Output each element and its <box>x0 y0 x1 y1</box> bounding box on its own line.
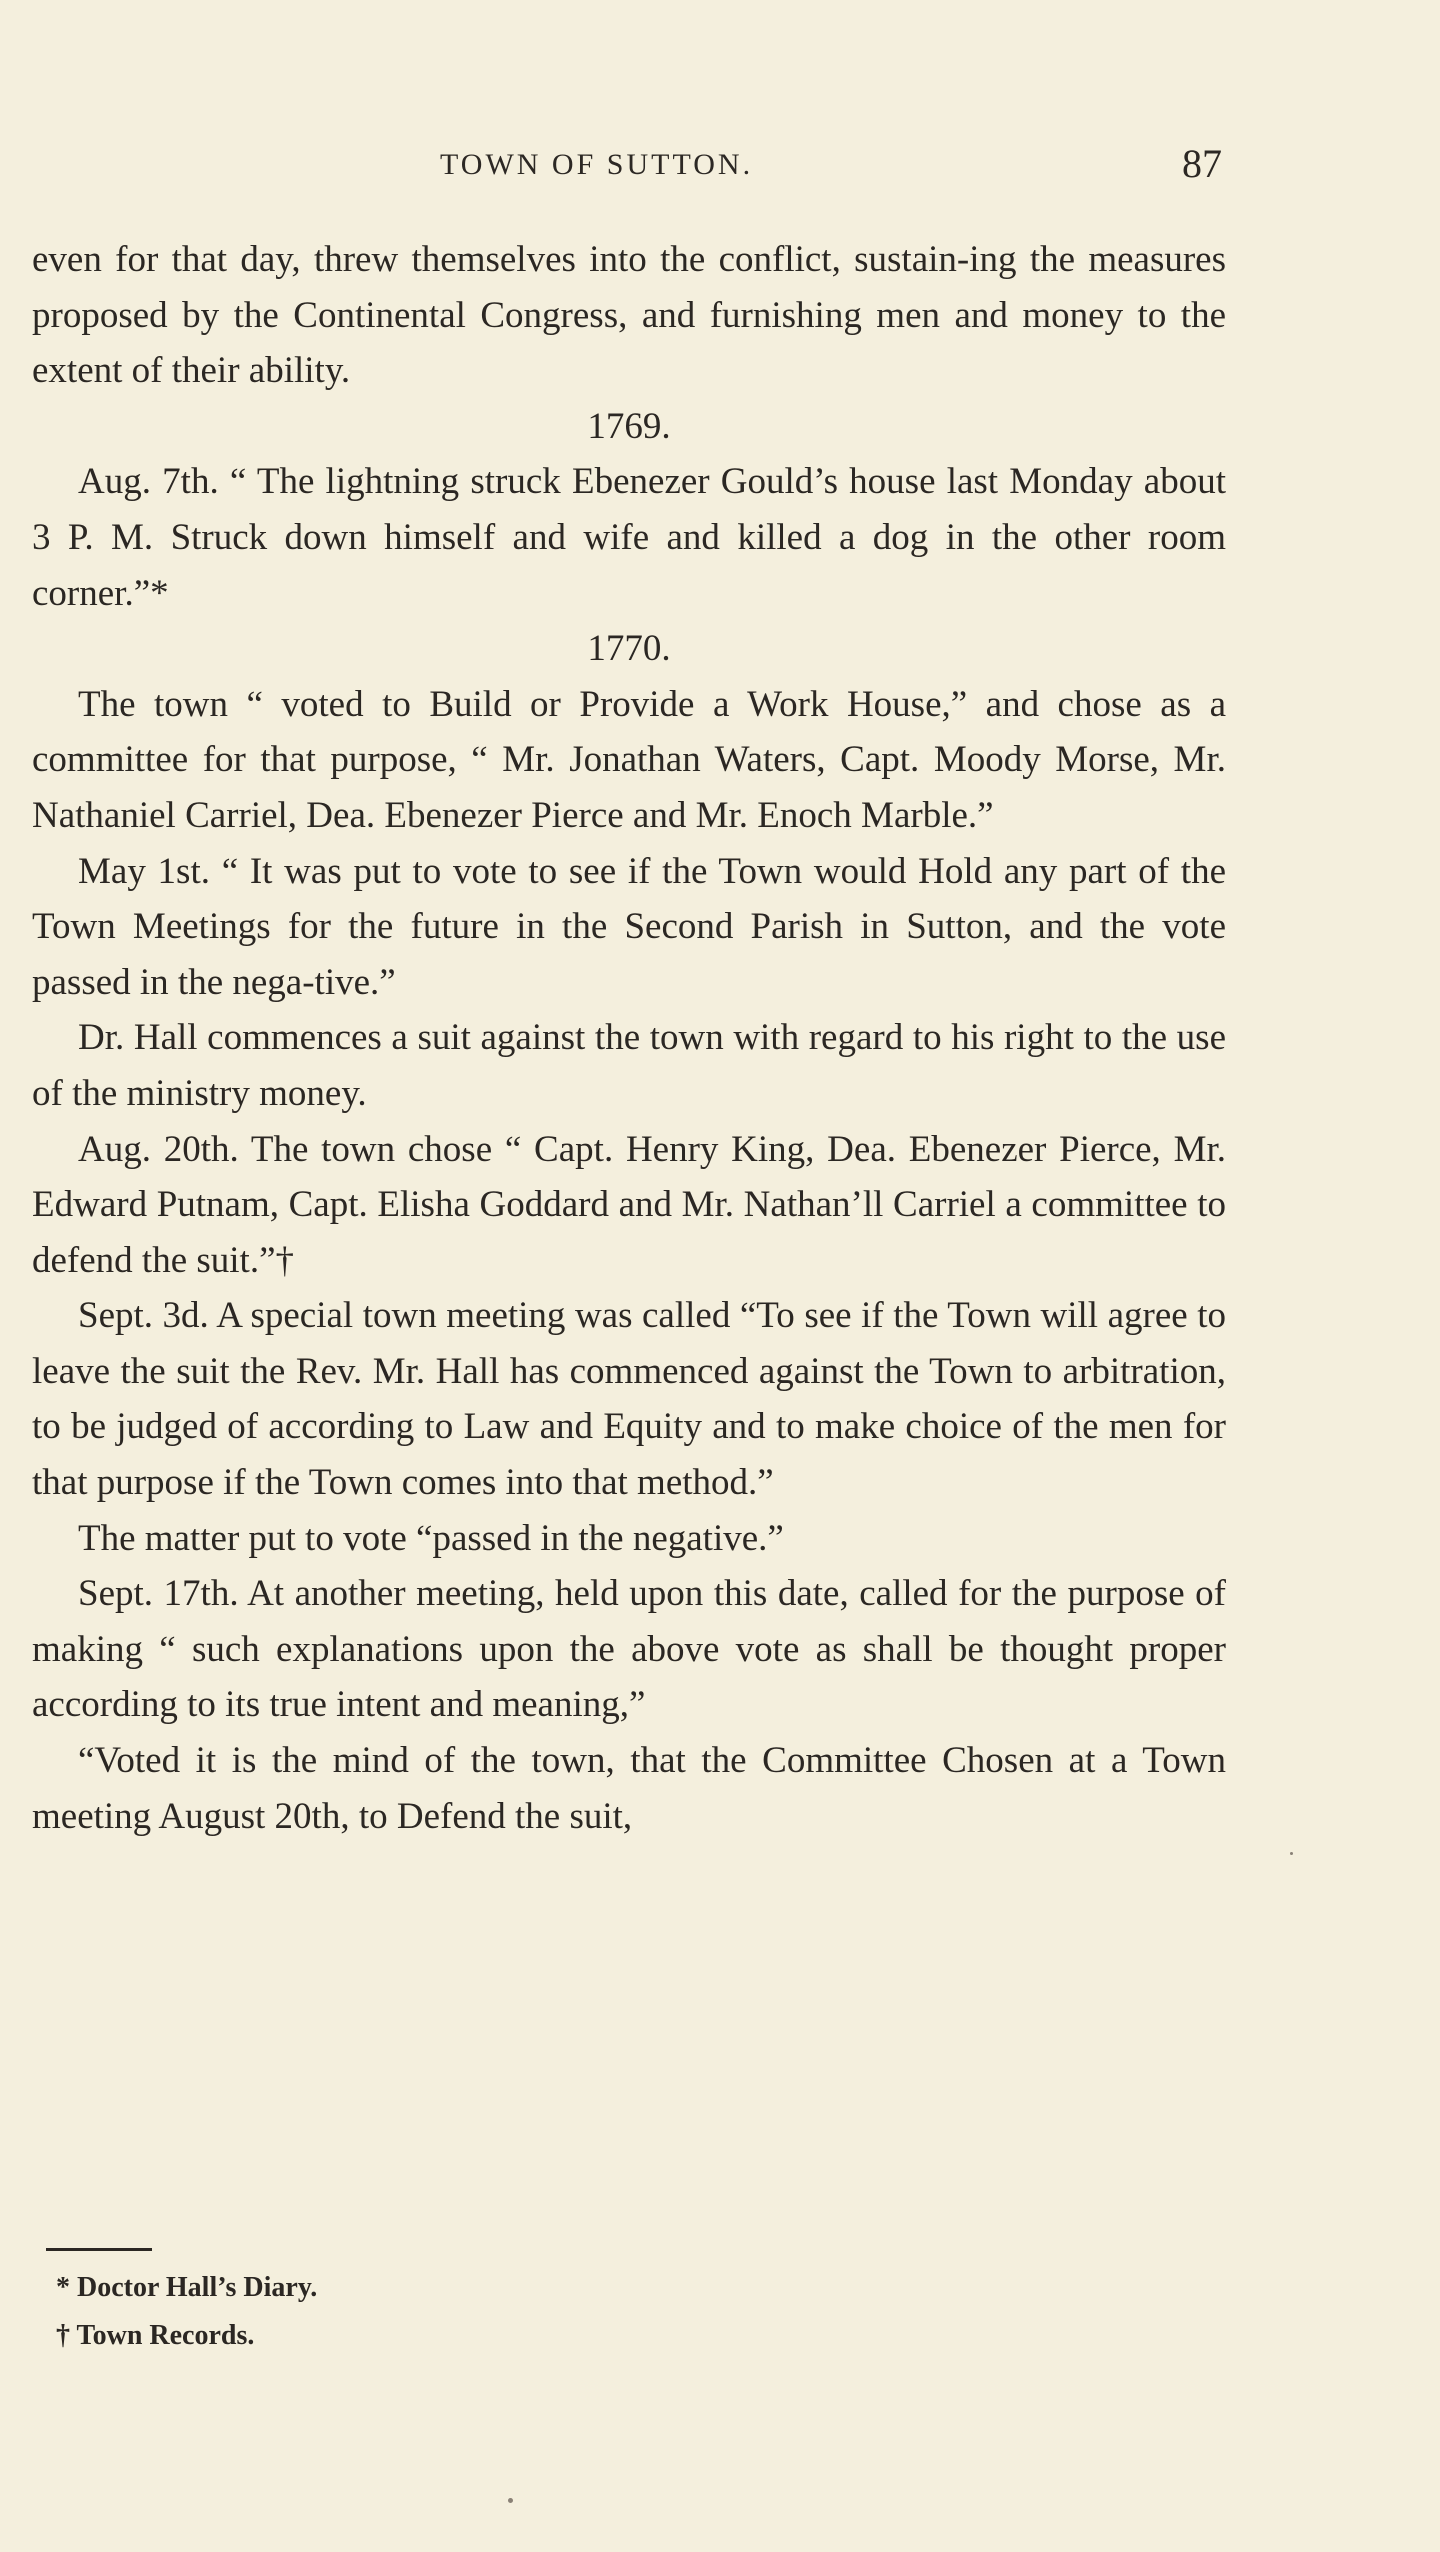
paragraph-aug-20th: Aug. 20th. The town chose “ Capt. Henry King, Dea. Ebenezer Pierce, Mr. Edward Putnam, Capt. Elisha Goddard and Mr. Nathan’ll Carriel a committee to defend the suit.”† <box>32 1128 1226 1281</box>
paragraph-aug-1769: Aug. 7th. “ The lightning struck Ebenezer Gould’s house last Monday about 3 P. M. Struck down himself and wife and killed a dog in the other room corner.”* <box>32 461 1226 614</box>
paragraph-dr-hall: Dr. Hall commences a suit against the town with regard to his right to the use of the ministry money. <box>32 1017 1226 1114</box>
paragraph-voted: “Voted it is the mind of the town, that the Committee Chosen at a Town meeting August 20th, to Defend the suit, <box>32 1740 1226 1837</box>
running-head <box>0 141 1440 188</box>
footnote-star: * Doctor Hall’s Diary. <box>56 2272 318 2303</box>
paragraph-sept-17th: Sept. 17th. At another meeting, held upon this date, called for the purpose of making “ such explanations upon the above vote as shall be thought proper according to its true intent and meaning,” <box>32 1573 1226 1726</box>
year-heading-1769: 1769. <box>587 405 671 447</box>
year-heading-1770: 1770. <box>587 628 671 670</box>
paper-speck <box>508 2498 513 2503</box>
paragraph-matter-put: The matter put to vote “passed in the negative.” <box>78 1517 784 1559</box>
footnote-rule <box>46 2248 152 2251</box>
paper-speck <box>1290 1852 1293 1855</box>
paragraph-sept-3d: Sept. 3d. A special town meeting was called “To see if the Town will agree to leave the suit the Rev. Mr. Hall has commenced against the Town to arbitration, to be judged of according to Law and Equity and to make choice of the men for that purpose if the Town comes into that method.” <box>32 1295 1226 1504</box>
paragraph-work-house: The town “ voted to Build or Provide a Work House,” and chose as a committee for that purpose, “ Mr. Jonathan Waters, Capt. Moody Morse, Mr. Nathaniel Carriel, Dea. Ebenezer Pierce and Mr. Enoch Marble.” <box>32 683 1226 836</box>
paragraph-may-1st: May 1st. “ It was put to vote to see if the Town would Hold any part of the Town Meetings for the future in the Second Parish in Sutton, and the vote passed in the nega-tive.” <box>32 850 1226 1003</box>
page-number: 87 <box>1182 141 1222 186</box>
paragraph-opening: even for that day, threw themselves into the conflict, sustain-ing the measures proposed by the Continental Congress, and furnishing men and money to the extent of their ability. <box>32 239 1226 392</box>
footnote-dagger: † Town Records. <box>56 2320 255 2351</box>
main-text <box>32 232 1226 1844</box>
footnotes <box>56 2264 317 2360</box>
page-title: TOWN OF SUTTON. <box>440 148 754 181</box>
